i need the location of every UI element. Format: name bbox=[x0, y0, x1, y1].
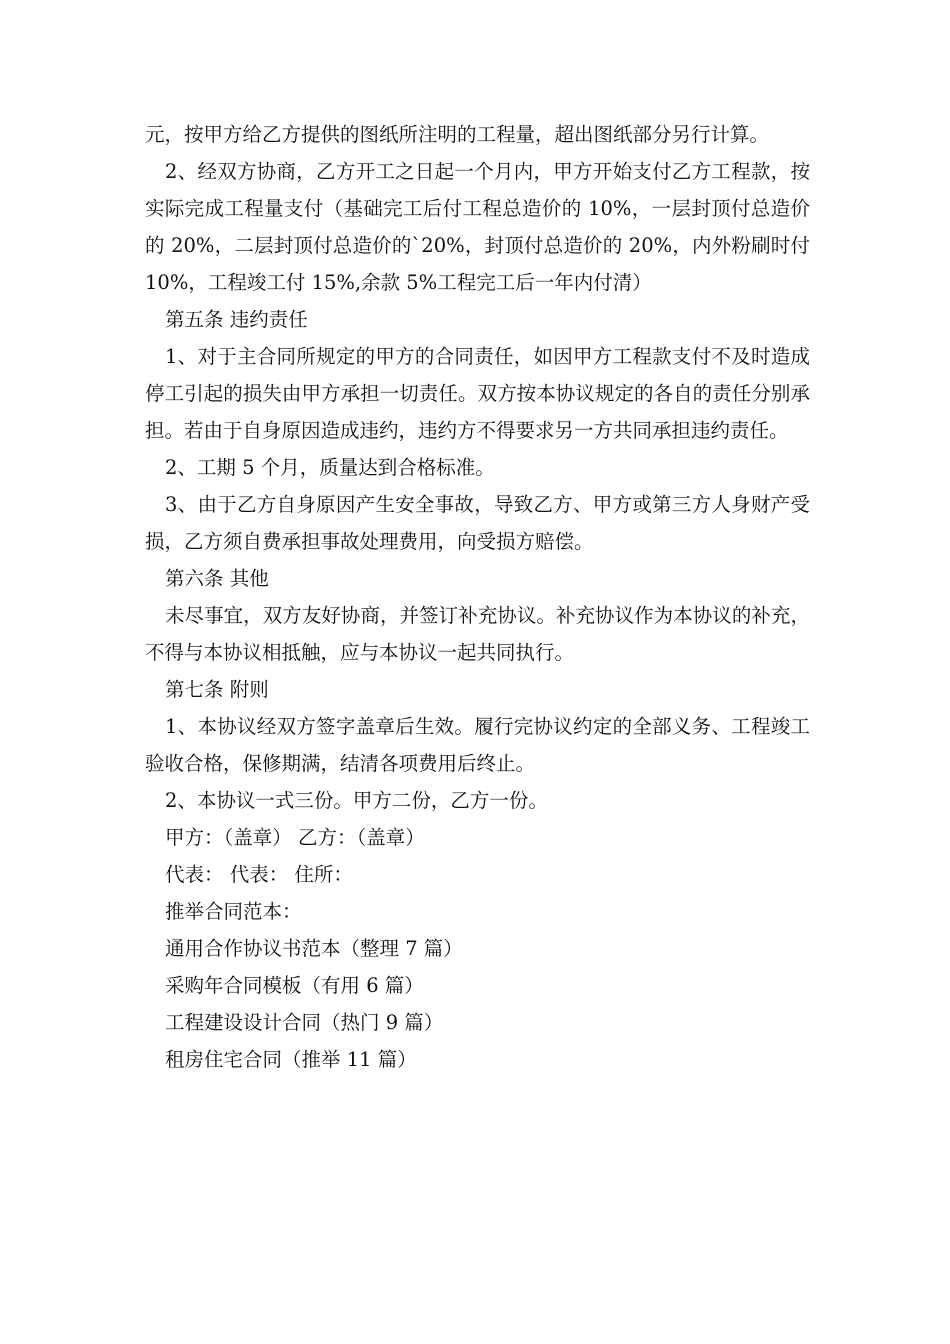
paragraph-liability-1: 1、对于主合同所规定的甲方的合同责任，如因甲方工程款支付不及时造成停工引起的损失由甲方承担一切责任。双方按本协议规定的各自的责任分别承担。若由于自身原因造成违约，违约方不得要求另一方共同承担违约责任。 bbox=[145, 345, 810, 442]
paragraph-payment-continued: 元，按甲方给乙方提供的图纸所注明的工程量，超出图纸部分另行计算。 bbox=[145, 123, 770, 146]
paragraph-appendix-2: 2、本协议一式三份。甲方二份，乙方一份。 bbox=[165, 789, 548, 812]
paragraph-payment-schedule: 2、经双方协商，乙方开工之日起一个月内，甲方开始支付乙方工程款，按实际完成工程量支付（基础完工后付工程总造价的 10%，一层封顶付总造价的 20%，二层封顶付总造价的`20%，封顶付总造价的 20%，内外粉刷时付 10%，工程竣工付 15%,余款 5%工程完工后一年内付清） bbox=[145, 160, 810, 294]
signature-parties: 甲方：（盖章） 乙方：（盖章） bbox=[165, 826, 425, 849]
recommended-template-2: 采购年合同模板（有用 6 篇） bbox=[165, 974, 424, 997]
recommended-template-4: 租房住宅合同（推举 11 篇） bbox=[165, 1048, 417, 1071]
paragraph-appendix-1: 1、本协议经双方签字盖章后生效。履行完协议约定的全部义务、工程竣工验收合格，保修期满，结清各项费用后终止。 bbox=[145, 715, 810, 775]
paragraph-liability-2: 2、工期 5 个月，质量达到合格标准。 bbox=[165, 456, 495, 479]
recommended-templates-heading: 推举合同范本： bbox=[165, 900, 302, 923]
document-page bbox=[145, 116, 810, 1078]
heading-article-5: 第五条 违约责任 bbox=[165, 308, 308, 331]
signature-representatives: 代表： 代表： 住所： bbox=[165, 863, 353, 886]
paragraph-other: 未尽事宜，双方友好协商，并签订补充协议。补充协议作为本协议的补充，不得与本协议相抵触，应与本协议一起共同执行。 bbox=[145, 604, 810, 664]
recommended-template-3: 工程建设设计合同（热门 9 篇） bbox=[165, 1011, 444, 1034]
heading-article-7: 第七条 附则 bbox=[165, 678, 269, 701]
heading-article-6: 第六条 其他 bbox=[165, 567, 269, 590]
recommended-template-1: 通用合作协议书范本（整理 7 篇） bbox=[165, 937, 463, 960]
paragraph-liability-3: 3、由于乙方自身原因产生安全事故，导致乙方、甲方或第三方人身财产受损，乙方须自费承担事故处理费用，向受损方赔偿。 bbox=[145, 493, 810, 553]
